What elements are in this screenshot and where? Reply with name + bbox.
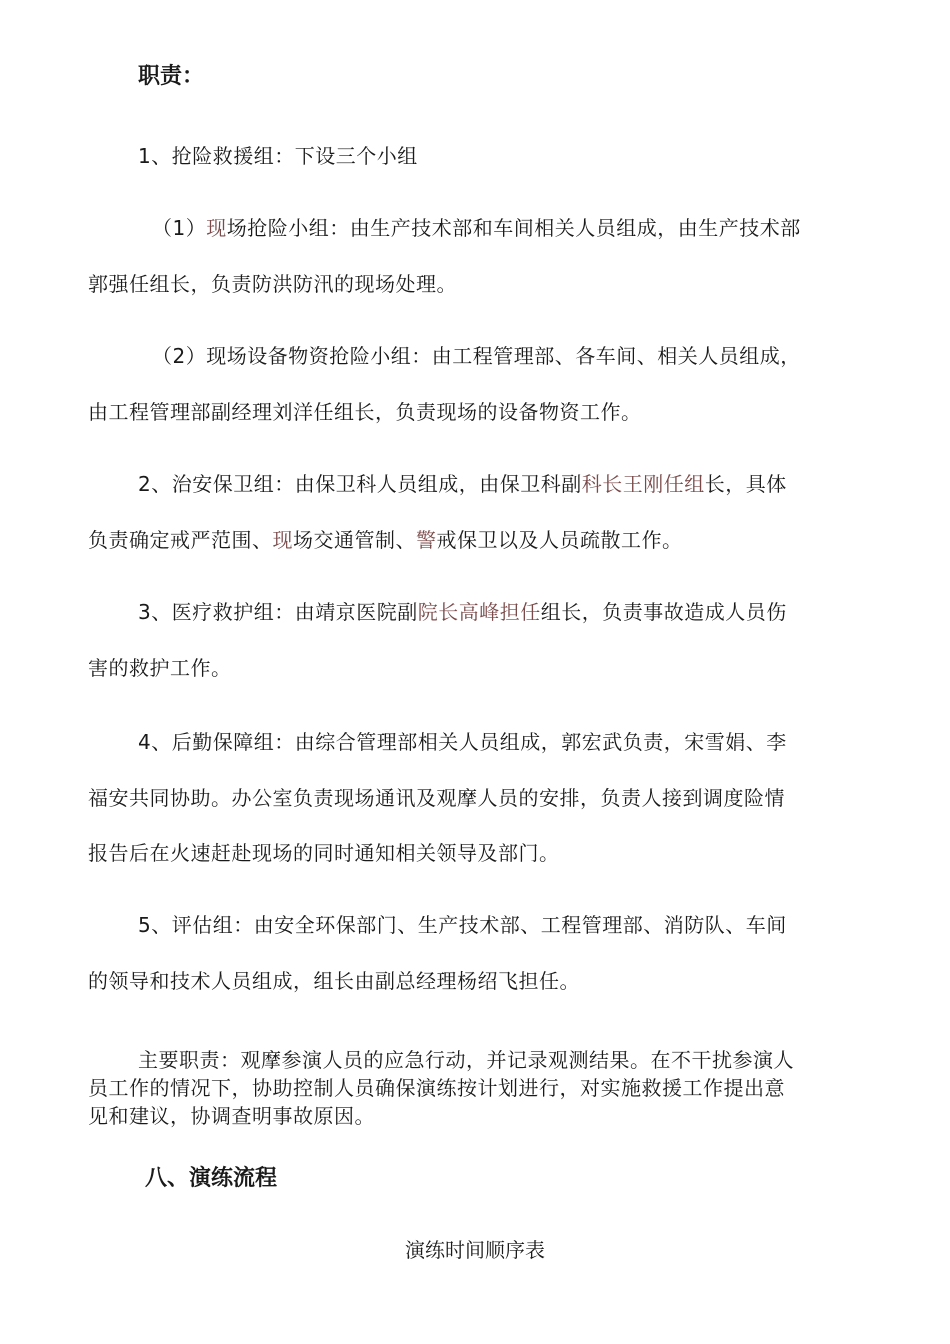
item1-sub1-line2: 郭强任组长，负责防洪防汛的现场处理。: [88, 272, 457, 296]
item1-sub1-accent: 现: [206, 216, 227, 240]
item3-line1-accent: 院长高峰担任: [417, 600, 541, 624]
item2-line1-text-c: 长，具体: [704, 472, 787, 496]
table-caption: 演练时间顺序表: [405, 1238, 545, 1262]
section8-heading: 八、演练流程: [145, 1166, 278, 1191]
item2-line2-text-a: 负责确定戒严范围、: [88, 528, 273, 552]
item1-sub2-line2: 由工程管理部副经理刘洋任组长，负责现场的设备物资工作。: [88, 400, 642, 424]
main-duties-line3: 见和建议，协调查明事故原因。: [88, 1104, 375, 1128]
item1-sub1-line1: [152, 214, 801, 242]
main-duties-line1: 主要职责：观摩参演人员的应急行动，并记录观测结果。在不干扰参演人: [138, 1048, 794, 1072]
item2-line2-text-e: 戒保卫以及人员疏散工作。: [436, 528, 683, 552]
item5-line2: 的领导和技术人员组成，组长由副总经理杨绍飞担任。: [88, 969, 580, 993]
item3-line1-text-a: 3、医疗救护组：由靖京医院副: [138, 600, 418, 624]
item2-line2-text-c: 场交通管制、: [293, 528, 416, 552]
item2-line2: [88, 526, 683, 554]
item3-line1: [138, 598, 787, 626]
item3-line2: 害的救护工作。: [88, 656, 232, 680]
item3-line1-text-c: 组长，负责事故造成人员伤: [540, 600, 787, 624]
item2-line2-accent-d: 警: [416, 528, 437, 552]
main-duties-line2: 员工作的情况下，协助控制人员确保演练按计划进行，对实施救援工作提出意: [88, 1076, 785, 1100]
item1-sub2-line1: （2）现场设备物资抢险小组：由工程管理部、各车间、相关人员组成，: [152, 344, 801, 368]
item2-line1: [138, 470, 787, 498]
item2-line1-text-a: 2、治安保卫组：由保卫科人员组成，由保卫科副: [138, 472, 582, 496]
item2-line1-accent: 科长王刚任组: [581, 472, 705, 496]
duties-title: 职责：: [138, 64, 205, 89]
item4-line1: 4、后勤保障组：由综合管理部相关人员组成，郭宏武负责，宋雪娟、李: [138, 730, 787, 754]
item1-sub1-number: （1）: [152, 216, 207, 240]
item1-sub1-text: 场抢险小组：由生产技术部和车间相关人员组成，由生产技术部: [226, 216, 801, 240]
item4-line3: 报告后在火速赶赴现场的同时通知相关领导及部门。: [88, 841, 560, 865]
item1-title: 1、抢险救援组：下设三个小组: [138, 144, 418, 168]
item2-line2-accent-b: 现: [272, 528, 293, 552]
item5-line1: 5、评估组：由安全环保部门、生产技术部、工程管理部、消防队、车间: [138, 913, 787, 937]
item4-line2: 福安共同协助。办公室负责现场通讯及观摩人员的安排，负责人接到调度险情: [88, 786, 785, 810]
